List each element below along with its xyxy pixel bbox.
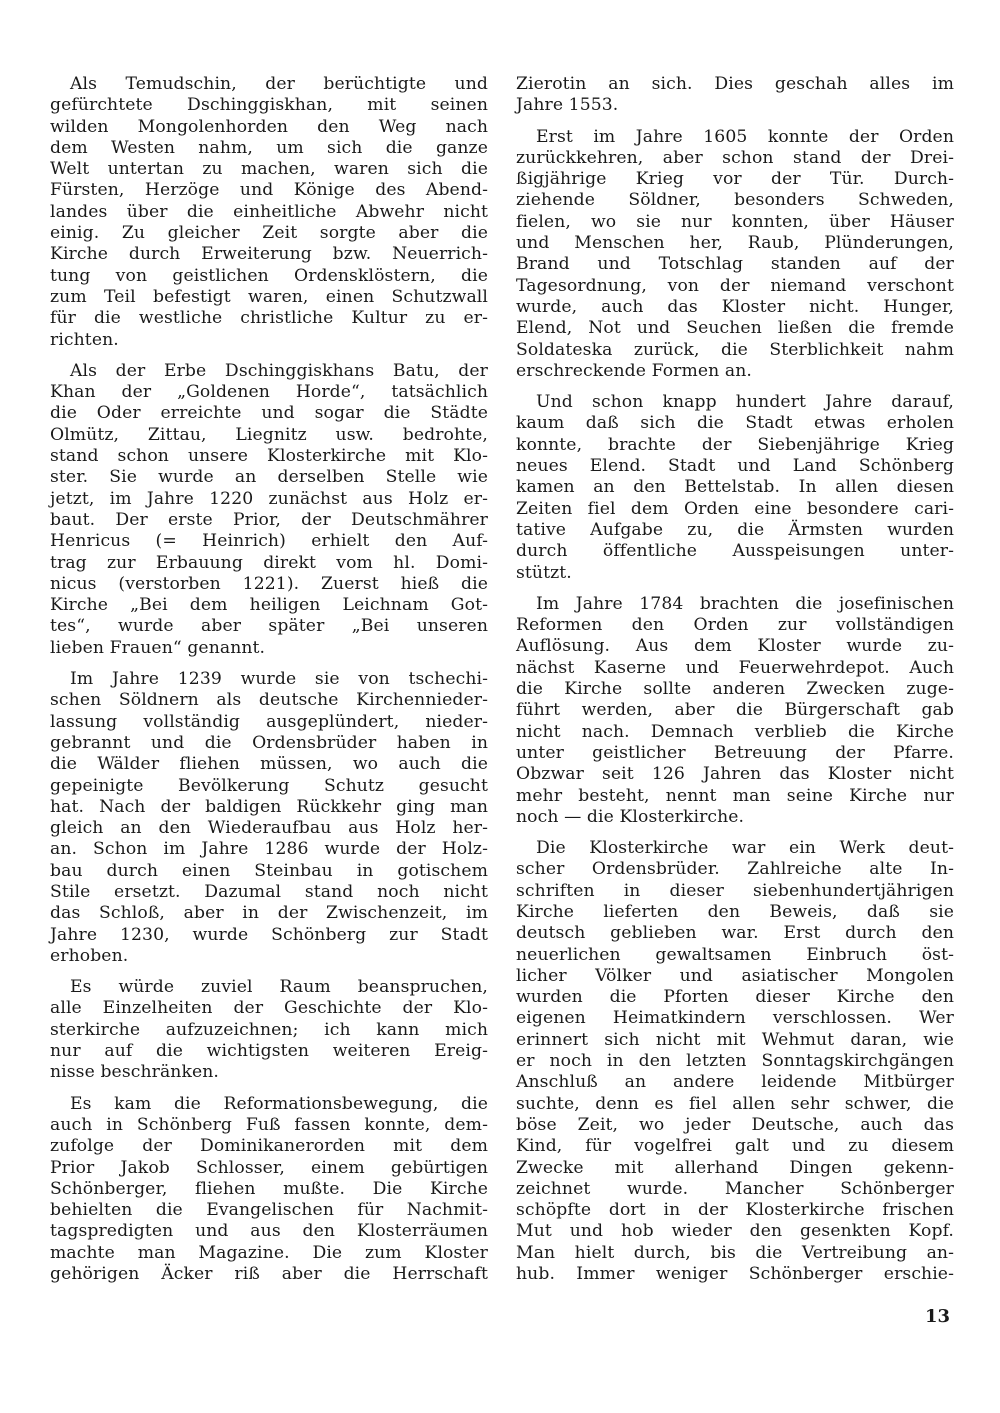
text-line: Anschluß an andere leidende Mitbürger [516, 1072, 954, 1093]
text-line: gleich an den Wiederaufbau aus Holz her- [50, 818, 488, 839]
text-line: Stile ersetzt. Dazumal stand noch nicht [50, 881, 488, 902]
text-line: tes“, wurde aber später „Bei unseren [50, 616, 488, 637]
text-line: Khan der „Goldenen Horde“, tatsächlich [50, 382, 488, 403]
text-line: scher Ordensbrüder. Zahlreiche alte In- [516, 859, 954, 880]
text-line: tative Aufgabe zu, die Ärmsten wurden [516, 519, 954, 540]
text-line: Schönberger, fliehen mußte. Die Kirche [50, 1178, 488, 1199]
text-line: erschreckende Formen an. [516, 360, 752, 381]
paragraph [516, 838, 954, 1285]
text-line: eigenen Heimatkindern verschlossen. Wer [516, 1008, 954, 1029]
text-line: Zierotin an sich. Dies geschah alles im [516, 74, 954, 94]
text-line: sterkirche aufzuzeichnen; ich kann mich [50, 1019, 488, 1040]
text-line: erhoben. [50, 945, 129, 966]
text-line: Kind, für vogelfrei galt und zu diesem [516, 1136, 954, 1157]
paragraph [516, 392, 954, 584]
paragraph [50, 669, 488, 967]
text-line: alle Einzelheiten der Geschichte der Klo- [50, 998, 488, 1019]
text-line: trag zur Erbauung direkt vom hl. Domi- [50, 552, 488, 573]
text-line: Henricus (= Heinrich) erhielt den Auf- [50, 531, 488, 552]
text-line: er noch in den letzten Sonntagskirchgängen [516, 1051, 954, 1072]
text-line: gehörigen Äcker riß aber die Herrschaft [50, 1264, 488, 1285]
text-line: machte man Magazine. Die zum Kloster [50, 1242, 488, 1263]
text-line: baut. Der erste Prior, der Deutschmährer [50, 509, 488, 530]
text-line: nicus (verstorben 1221). Zuerst hieß die [50, 573, 488, 594]
text-line: Zwecke mit allerhand Dingen gekenn- [516, 1157, 954, 1178]
text-line: nisse beschränken. [50, 1062, 219, 1083]
text-line: ßigjährige Krieg vor der Tür. Durch- [516, 169, 954, 190]
page-number: 13 [925, 1306, 951, 1327]
text-line: Es würde zuviel Raum beanspruchen, [70, 977, 488, 998]
text-line: lieben Frauen“ genannt. [50, 637, 266, 658]
text-line: Jahre 1553. [516, 95, 619, 116]
text-line: behielten die Evangelischen für Nachmit- [50, 1200, 488, 1221]
text-line: durch öffentliche Ausspeisungen unter- [516, 541, 954, 562]
text-line: mehr besteht, nennt man seine Kirche nur [516, 785, 954, 806]
text-line: gepeinigte Bevölkerung Schutz gesucht [50, 775, 488, 796]
text-line: gebrannt und die Ordensbrüder haben in [50, 732, 488, 753]
text-line: schen Söldnern als deutsche Kirchennieder- [50, 690, 488, 711]
text-line: kamen an den Bettelstab. In allen diesen [516, 477, 954, 498]
text-line: zeichnet wurde. Mancher Schönberger [516, 1178, 954, 1199]
text-line: Erst im Jahre 1605 konnte der Orden [536, 126, 954, 147]
text-line: hub. Immer weniger Schönberger erschie- [516, 1264, 954, 1285]
text-line: Kirche durch Erweiterung bzw. Neuerrich- [50, 244, 488, 265]
text-line: nur auf die wichtigsten weiteren Ereig- [50, 1041, 488, 1062]
text-line: auch in Schönberg Fuß fassen konnte, dem- [50, 1114, 488, 1135]
text-line: bau durch einen Steinbau in gotischem [50, 860, 488, 881]
text-line: die Wälder fliehen müssen, wo auch die [50, 754, 488, 775]
text-line: wilden Mongolenhorden den Weg nach [50, 116, 488, 137]
paragraph [516, 74, 954, 117]
text-line: Im Jahre 1784 brachten die josefinischen [536, 593, 954, 614]
text-line: richten. [50, 329, 119, 350]
text-line: noch — die Klosterkirche. [516, 806, 745, 827]
text-line: Reformen den Orden zur vollständigen [516, 615, 954, 636]
text-line: das Schloß, aber in der Zwischenzeit, im [50, 903, 488, 924]
text-line: schriften in dieser siebenhundertjährigen [516, 880, 954, 901]
text-line: gefürchtete Dschinggiskhan, mit seinen [50, 95, 488, 116]
text-line: schöpfte dort in der Klosterkirche frischen [516, 1200, 954, 1221]
left-column [50, 74, 488, 1295]
text-line: zurückkehren, aber schon stand der Drei- [516, 147, 954, 168]
text-line: Als Temudschin, der berüchtigte und [70, 74, 488, 94]
text-line: Zeiten fiel dem Orden eine besondere cari- [516, 498, 954, 519]
text-line: konnte, brachte der Siebenjährige Krieg [516, 434, 954, 455]
text-line: wurden die Pforten dieser Kirche den [516, 987, 954, 1008]
text-line: licher Völker und asiatischer Mongolen [516, 965, 954, 986]
text-line: deutsch geblieben war. Erst durch den [516, 923, 954, 944]
text-line: Obzwar seit 126 Jahren das Kloster nicht [516, 764, 954, 785]
paragraph [516, 127, 954, 383]
text-line: für die westliche christliche Kultur zu er- [50, 308, 488, 329]
text-line: führt werden, aber die Bürgerschaft gab [516, 700, 954, 721]
text-line: stand schon unsere Klosterkirche mit Klo- [50, 446, 488, 467]
text-line: Prior Jakob Schlosser, einem gebürtigen [50, 1157, 488, 1178]
text-line: die Kirche sollte anderen Zwecken zuge- [516, 679, 954, 700]
text-line: ziehende Söldner, besonders Schweden, [516, 190, 954, 211]
text-line: suchte, denn es fiel allen sehr schwer, die [516, 1093, 954, 1114]
text-line: lassung vollständig ausgeplündert, nieder- [50, 711, 488, 732]
text-line: Es kam die Reformationsbewegung, die [70, 1093, 488, 1114]
text-line: jetzt, im Jahre 1220 zunächst aus Holz er- [50, 488, 488, 509]
text-line: Die Klosterkirche war ein Werk deut- [536, 838, 954, 859]
text-line: die Oder erreichte und sogar die Städte [50, 403, 488, 424]
text-line: an. Schon im Jahre 1286 wurde der Holz- [50, 839, 488, 860]
text-line: Olmütz, Zittau, Liegnitz usw. bedrohte, [50, 424, 488, 445]
paragraph [516, 594, 954, 828]
text-line: tung von geistlichen Ordensklöstern, die [50, 265, 488, 286]
text-line: Mut und hob wieder den gesenkten Kopf. [516, 1221, 954, 1242]
text-line: Und schon knapp hundert Jahre darauf, [536, 392, 954, 413]
text-line: neues Elend. Stadt und Land Schönberg [516, 456, 954, 477]
text-line: dem Westen nahm, um sich die ganze [50, 137, 488, 158]
paragraph [50, 361, 488, 659]
text-line: Man hielt durch, bis die Vertreibung an- [516, 1242, 954, 1263]
text-line: Kirche lieferten den Beweis, daß sie [516, 901, 954, 922]
text-line: Jahre 1230, wurde Schönberg zur Stadt [50, 924, 488, 945]
text-line: Auflösung. Aus dem Kloster wurde zu- [516, 636, 954, 657]
text-line: wurde, auch das Kloster nicht. Hunger, [516, 296, 954, 317]
text-line: fielen, wo sie nur konnten, über Häuser [516, 211, 954, 232]
text-line: Als der Erbe Dschinggiskhans Batu, der [70, 360, 488, 381]
text-line: und Menschen her, Raub, Plünderungen, [516, 233, 954, 254]
text-line: unter geistlicher Betreuung der Pfarre. [516, 742, 954, 763]
text-line: ster. Sie wurde an derselben Stelle wie [50, 467, 488, 488]
paragraph [50, 1094, 488, 1286]
paragraph [50, 977, 488, 1083]
text-line: Im Jahre 1239 wurde sie von tschechi- [70, 669, 488, 690]
text-line: zufolge der Dominikanerorden mit dem [50, 1136, 488, 1157]
text-line: erinnert sich nicht mit Wehmut daran, wie [516, 1029, 954, 1050]
text-line: nächst Kaserne und Feuerwehrdepot. Auch [516, 657, 954, 678]
text-line: neuerlichen gewaltsamen Einbruch öst- [516, 944, 954, 965]
text-line: tagspredigten und aus den Klosterräumen [50, 1221, 488, 1242]
text-line: böse Zeit, wo jeder Deutsche, auch das [516, 1114, 954, 1135]
text-line: Soldateska zurück, die Sterblichkeit nahm [516, 339, 954, 360]
text-line: nicht nach. Demnach verblieb die Kirche [516, 721, 954, 742]
text-line: landes über die einheitliche Abwehr nicht [50, 201, 488, 222]
text-line: Brand und Totschlag standen auf der [516, 254, 954, 275]
text-line: Fürsten, Herzöge und Könige des Abend- [50, 180, 488, 201]
text-line: Tagesordnung, von der niemand verschont [516, 275, 954, 296]
paragraph [50, 74, 488, 351]
text-line: Kirche „Bei dem heiligen Leichnam Got- [50, 595, 488, 616]
text-line: hat. Nach der baldigen Rückkehr ging man [50, 796, 488, 817]
right-column [516, 74, 954, 1295]
text-line: zum Teil befestigt waren, einen Schutzwall [50, 286, 488, 307]
text-line: kaum daß sich die Stadt etwas erholen [516, 413, 954, 434]
text-line: Welt untertan zu machen, waren sich die [50, 159, 488, 180]
text-line: Elend, Not und Seuchen ließen die fremde [516, 318, 954, 339]
text-line: einig. Zu gleicher Zeit sorgte aber die [50, 223, 488, 244]
text-line: stützt. [516, 562, 572, 583]
